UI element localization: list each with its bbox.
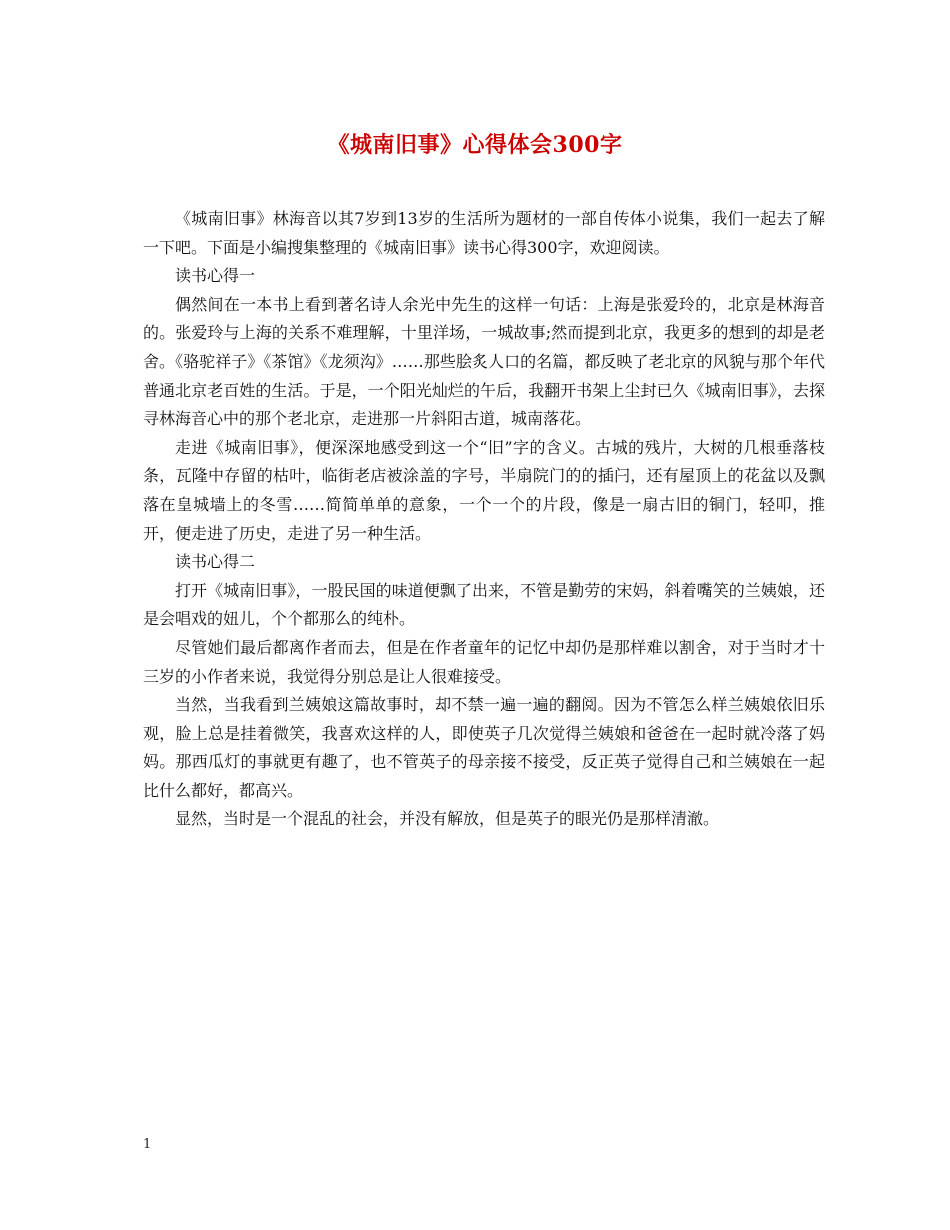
section-heading-1: 读书心得一 [175, 266, 256, 286]
page-number: 1 [143, 1137, 152, 1152]
section2-paragraph-2: 尽管她们最后都离作者而去，但是在作者童年的记忆中却仍是那样难以割舍，对于当时才十三岁的小作者来说，我觉得分别总是让人很难接受。 [143, 637, 825, 686]
document-body [143, 205, 825, 834]
section2-paragraph-4: 显然，当时是一个混乱的社会，并没有解放，但是英子的眼光仍是那样清澈。 [175, 809, 720, 829]
section-heading-2: 读书心得二 [175, 552, 256, 572]
intro-paragraph: 《城南旧事》林海音以其7岁到13岁的生活所为题材的一部自传体小说集，我们一起去了解一下吧。下面是小编搜集整理的《城南旧事》读书心得300字，欢迎阅读。 [143, 209, 825, 257]
document-title: 《城南旧事》心得体会300字 [327, 132, 623, 158]
section2-paragraph-3: 当然，当我看到兰姨娘这篇故事时，却不禁一遍一遍的翻阅。因为不管怎么样兰姨娘依旧乐观，脸上总是挂着微笑，我喜欢这样的人，即使英子几次觉得兰姨娘和爸爸在一起时就冷落了妈妈。那西瓜灯的事就更有趣了，也不管英子的母亲接不接受，反正英子觉得自己和兰姨娘在一起比什么都好，都高兴。 [143, 695, 825, 800]
section2-paragraph-1: 打开《城南旧事》，一股民国的味道便飘了出来，不管是勤劳的宋妈，斜着嘴笑的兰姨娘，还是会唱戏的妞儿，个个都那么的纯朴。 [143, 580, 825, 629]
section1-paragraph-2: 走进《城南旧事》，便深深地感受到这一个“旧”字的含义。古城的残片，大树的几根垂落枝条，瓦隆中存留的枯叶，临街老店被涂盖的字号，半扇院门的的插闩，还有屋顶上的花盆以及飘落在皇城墙上的冬雪……简简单单的意象，一个一个的片段，像是一扇古旧的铜门，轻叩，推开，便走进了历史，走进了另一种生活。 [143, 437, 825, 543]
section1-paragraph-1: 偶然间在一本书上看到著名诗人余光中先生的这样一句话：上海是张爱玲的，北京是林海音的。张爱玲与上海的关系不难理解，十里洋场，一城故事;然而提到北京，我更多的想到的却是老舍。《骆驼祥子》《茶馆》《龙须沟》……那些脍炙人口的名篇，都反映了老北京的风貌与那个年代普通北京老百姓的生活。于是，一个阳光灿烂的午后，我翻开书架上尘封已久《城南旧事》，去探寻林海音心中的那个老北京，走进那一片斜阳古道，城南落花。 [143, 294, 825, 429]
